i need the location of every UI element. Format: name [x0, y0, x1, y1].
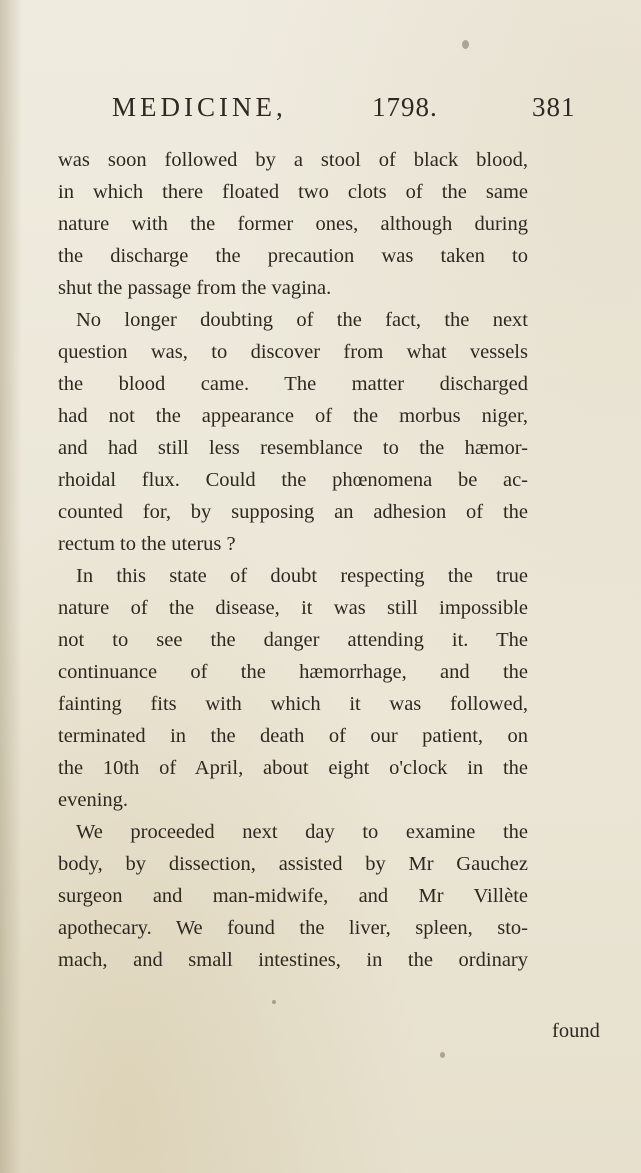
- text-line: rhoidal flux. Could the phœnomena be ac-: [58, 469, 528, 491]
- running-head-year: 1798.: [372, 92, 438, 122]
- text-line: shut the passage from the vagina.: [58, 277, 332, 299]
- body-text: [58, 144, 528, 976]
- text-line: the discharge the precaution was taken to: [58, 245, 528, 267]
- text-line: nature with the former ones, although during: [58, 213, 528, 235]
- text-line: had not the appearance of the morbus niger,: [58, 405, 528, 427]
- catchword: found: [552, 1020, 600, 1042]
- running-head: [112, 92, 576, 132]
- text-line: No longer doubting of the fact, the next: [76, 309, 528, 331]
- ink-speck: [272, 1000, 276, 1004]
- running-head-title: MEDICINE,: [112, 92, 287, 122]
- text-line: not to see the danger attending it. The: [58, 629, 528, 651]
- text-line: body, by dissection, assisted by Mr Gauchez: [58, 853, 528, 875]
- text-line: counted for, by supposing an adhesion of the: [58, 501, 528, 523]
- text-line: the 10th of April, about eight o'clock in the: [58, 757, 528, 779]
- text-line: mach, and small intestines, in the ordinary: [58, 949, 528, 971]
- text-line: nature of the disease, it was still impossible: [58, 597, 528, 619]
- text-line: question was, to discover from what vessels: [58, 341, 528, 363]
- ink-speck: [462, 40, 469, 49]
- text-line: and had still less resemblance to the hæmor-: [58, 437, 528, 459]
- page-gutter-shadow: [0, 0, 22, 1173]
- text-line: was soon followed by a stool of black blood,: [58, 149, 528, 171]
- text-line: continuance of the hæmorrhage, and the: [58, 661, 528, 683]
- text-line: In this state of doubt respecting the true: [76, 565, 528, 587]
- text-line: We proceeded next day to examine the: [76, 821, 528, 843]
- text-line: in which there floated two clots of the same: [58, 181, 528, 203]
- text-line: evening.: [58, 789, 129, 811]
- text-line: terminated in the death of our patient, on: [58, 725, 528, 747]
- text-line: the blood came. The matter discharged: [58, 373, 528, 395]
- text-line: rectum to the uterus ?: [58, 533, 236, 555]
- ink-speck: [440, 1052, 445, 1058]
- text-line: fainting fits with which it was followed,: [58, 693, 528, 715]
- text-line: apothecary. We found the liver, spleen, sto-: [58, 917, 528, 939]
- page-number: 381: [532, 92, 576, 122]
- text-line: surgeon and man-midwife, and Mr Villète: [58, 885, 528, 907]
